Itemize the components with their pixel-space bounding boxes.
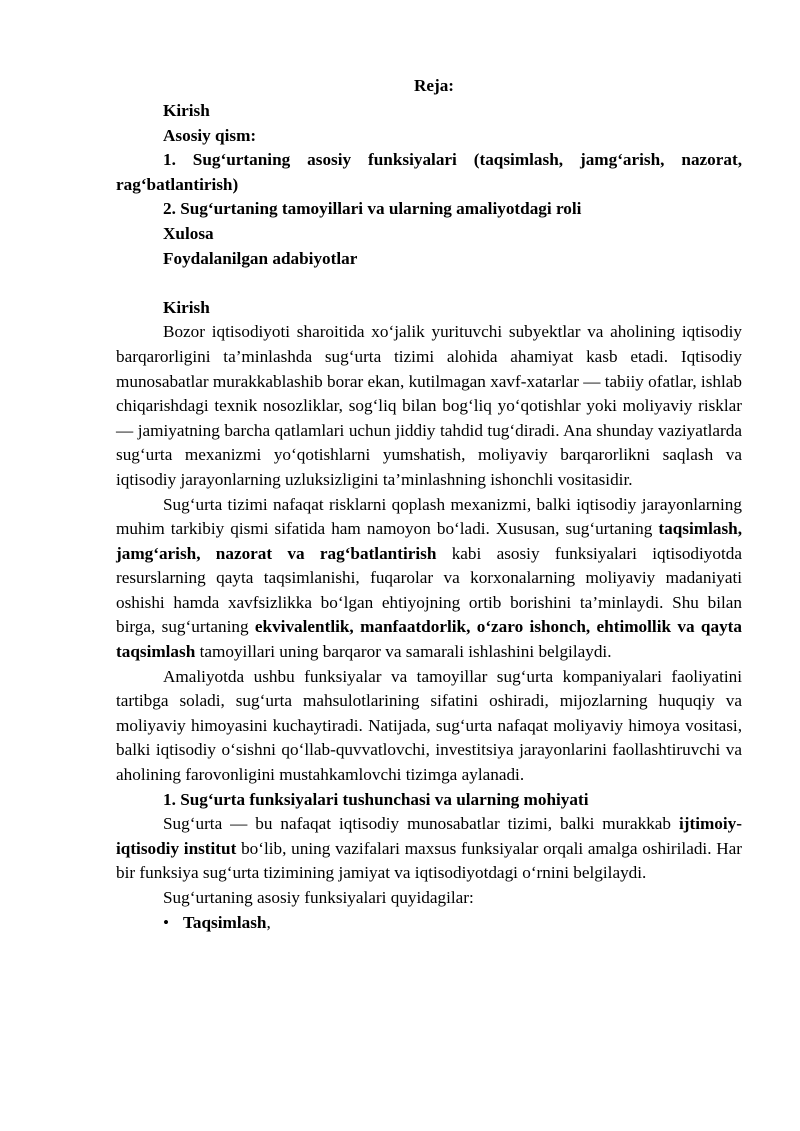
spacer xyxy=(116,271,742,296)
paragraph-2-bold-functions: taqsimlash, jamg‘arish, nazorat va rag‘batlantirish xyxy=(116,519,742,563)
bullet-marker: • xyxy=(163,912,170,932)
paragraph-5: Sug‘urtaning asosiy funksiyalari quyidagilar: xyxy=(163,888,474,907)
plan-item-conclusion: Xulosa xyxy=(163,223,214,243)
paragraph-2-part-a: Sug‘urta tizimi nafaqat risklarni qoplash mexanizmi, balki iqtisodiy jarayonlarning muhim tarkibiy qismi sifatida ham namoyon bo‘ladi. Xususan, sug‘urtaning xyxy=(116,494,742,539)
intro-heading: Kirish xyxy=(163,297,210,317)
plan-item-references: Foydalanilgan adabiyotlar xyxy=(163,248,358,268)
list-item-tail: , xyxy=(266,912,271,932)
paragraph-4-bold-institute: ijtimoiy-iqtisodiy institut xyxy=(116,814,742,858)
paragraph-1: Bozor iqtisodiyoti sharoitida xo‘jalik yurituvchi subyektlar va aholining iqtisodiy barqarorligini ta’minlashda sug‘urta tizimi alohida ahamiyat kasb etadi. Iqtisodiy munosabatlar murakkablashib borar ekan, kutilmagan xavf-xatarlar — tabiiy ofatlar, ishlab chiqarishdagi texnik nosozliklar, sog‘liq bilan bog‘liq yo‘qotishlar yoki moliyaviy risklar — jamiyatning barcha qatlamlari uchun jiddiy tahdid tug‘diradi. Ana shunday vaziyatlarda sug‘urta mexanizmi yo‘qotishlarni yumshatish, moliyaviy barqarorlikni saqlash va iqtisodiy jarayonlarning uzluksizligini ta’minlashning ishonchli vositasidir. xyxy=(116,322,742,489)
paragraph-2 xyxy=(116,493,742,665)
paragraph-4-part-c: bo‘lib, uning vazifalari maxsus funksiyalar orqali amalga oshiriladi. Har bir funksiya sug‘urta tizimining jamiyat va iqtisodiyotdagi o‘rnini belgilaydi. xyxy=(116,838,742,883)
paragraph-2-part-c: kabi asosiy funksiyalari iqtisodiyotda resurslarning qayta taqsimlanishi, fuqarolar va korxonalarning moliyaviy madaniyati oshishi hamda xavfsizlikka bo‘lgan ehtiyojning ortib borishini ta’minlaydi. Shu bilan birga, sug‘urtaning xyxy=(116,543,742,637)
plan-item-2: 2. Sug‘urtaning tamoyillari va ularning amaliyotdagi roli xyxy=(163,199,582,219)
paragraph-4-part-a: Sug‘urta — bu nafaqat iqtisodiy munosabatlar tizimi, balki murakkab xyxy=(163,814,679,834)
list-item xyxy=(116,911,742,936)
paragraph-2-part-d: tamoyillari uning barqaror va samarali ishlashini belgilaydi. xyxy=(195,642,612,662)
section-1-heading: 1. Sug‘urta funksiyalari tushunchasi va ularning mohiyati xyxy=(163,789,589,809)
plan-item-1: 1. Sug‘urtaning asosiy funksiyalari (taqsimlash, jamg‘arish, nazorat, rag‘batlantirish) xyxy=(116,150,742,194)
page-title: Reja: xyxy=(413,76,455,95)
paragraph-2-bold-principles: ekvivalentlik, manfaatdorlik, o‘zaro ishonch, ehtimollik va qayta taqsimlash xyxy=(116,617,742,662)
plan-list xyxy=(116,99,742,271)
plan-item-intro: Kirish xyxy=(163,101,210,120)
paragraph-4 xyxy=(116,812,742,886)
list-item-bold: Taqsimlash xyxy=(183,912,267,932)
plan-item-main: Asosiy qism: xyxy=(163,125,257,145)
paragraph-3: Amaliyotda ushbu funksiyalar va tamoyillar sug‘urta kompaniyalari faoliyatini tartibga soladi, sug‘urta mahsulotlarining sifatini oshiradi, mijozlarning huquqiy va moliyaviy himoyasini kuchaytiradi. Natijada, sug‘urta nafaqat moliyaviy himoya vositasi, balki iqtisodiy o‘sishni qo‘llab-quvvatlovchi, investitsiya jarayonlarini faollashtiruvchi va aholining farovonligini mustahkamlovchi tizimga aylanadi. xyxy=(116,666,742,785)
